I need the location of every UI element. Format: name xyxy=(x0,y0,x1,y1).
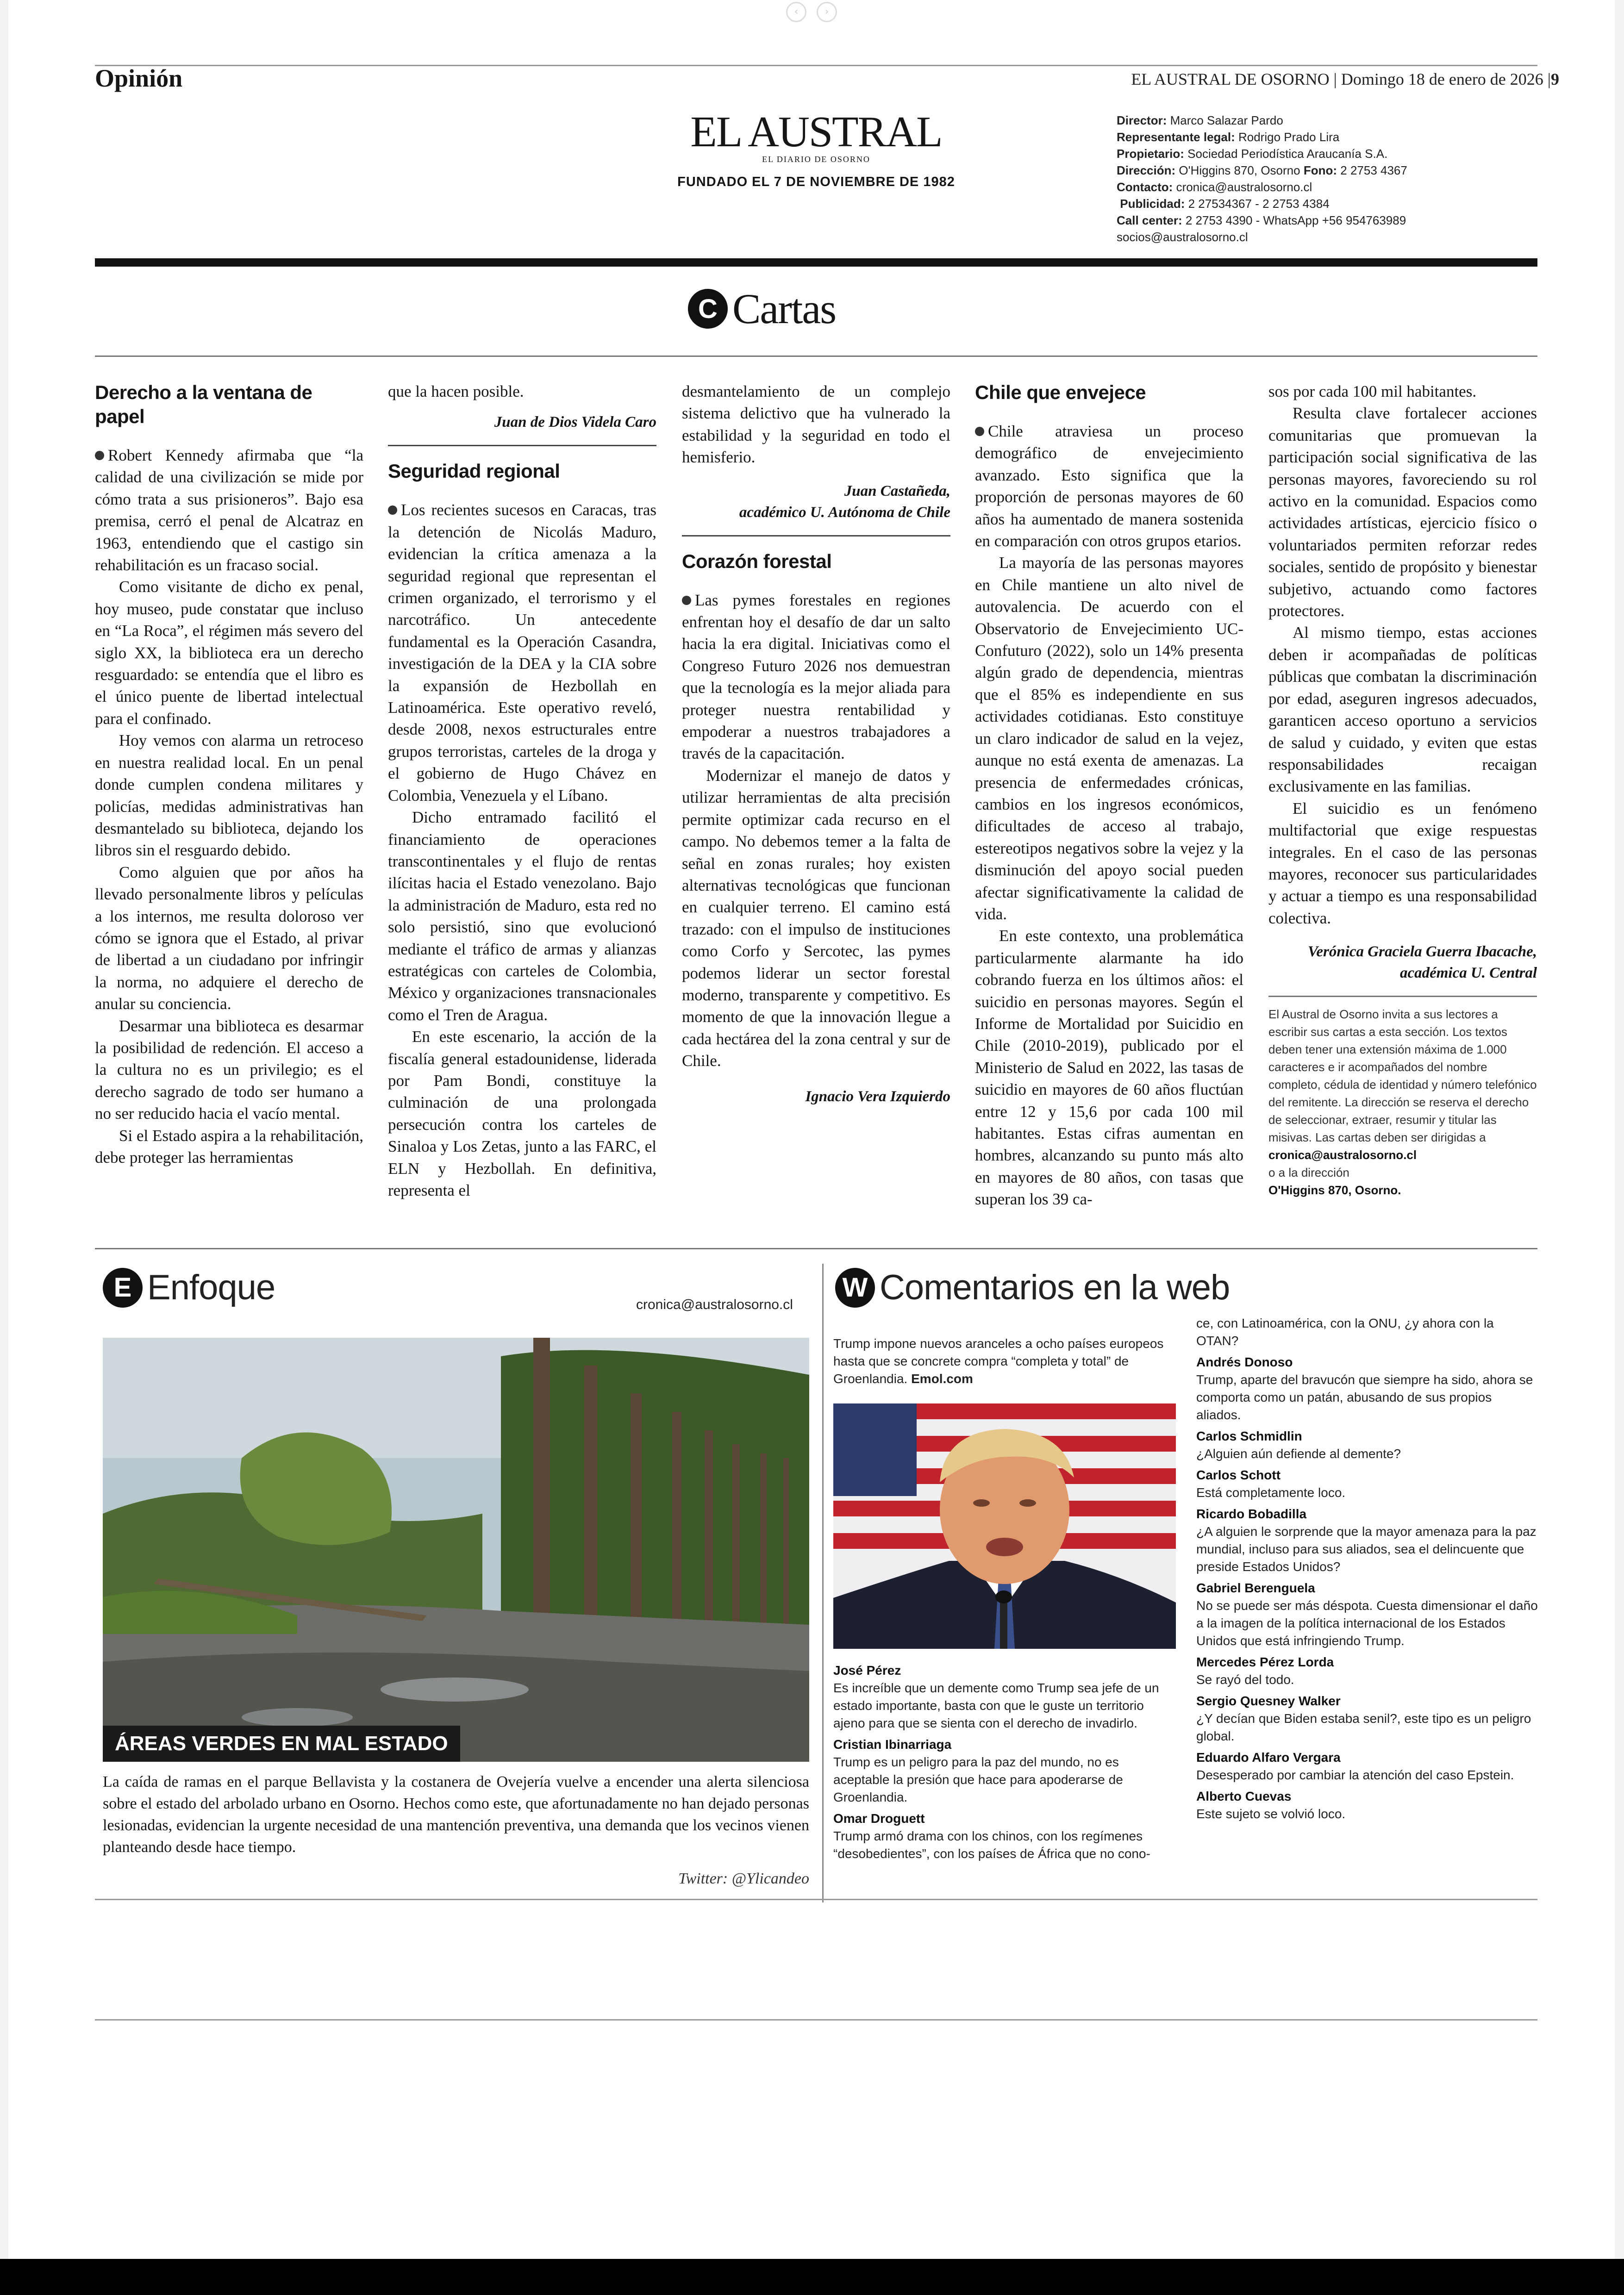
page-number: 9 xyxy=(1551,70,1559,88)
web-bottom-rule xyxy=(95,1899,1537,1900)
letter-signature: Juan de Dios Videla Caro xyxy=(494,414,656,431)
letter-signature: Ignacio Vera Izquierdo xyxy=(805,1088,950,1105)
web-comment: Mercedes Pérez Lorda Se rayó del todo. xyxy=(1196,1655,1334,1687)
web-comment: Andrés Donoso Trump, aparte del bravucón que siempre ha sido, ahora se comporta como un patán, abusando de sus propios aliados. xyxy=(1196,1355,1533,1422)
bullet-icon xyxy=(975,427,984,436)
masthead-founded: FUNDADO EL 7 DE NOVIEMBRE DE 1982 xyxy=(677,175,955,189)
letter-heading: Corazón forestal xyxy=(682,550,832,572)
notice-email[interactable]: cronica@australosorno.cl xyxy=(1268,1148,1417,1162)
web-comment: Ricardo Bobadilla ¿A alguien le sorprende que la mayor amenaza para la paz mundial, incluso para sus aliados, sea el delincuente que preside Estados Unidos? xyxy=(1196,1507,1537,1574)
cartas-badge-icon: C xyxy=(688,289,728,329)
top-rule xyxy=(95,65,1537,66)
enfoque-photo xyxy=(103,1338,809,1762)
staff-line: Publicidad: 2 27534367 - 2 2753 4384 xyxy=(1120,197,1330,211)
letter-heading: Derecho a la ventana de papel xyxy=(95,381,312,427)
notice-address: O'Higgins 870, Osorno. xyxy=(1268,1183,1401,1197)
viewer-prev-icon[interactable]: ‹ xyxy=(786,2,806,22)
enfoque-text: La caída de ramas en el parque Bellavista y la costanera de Ovejería vuelve a encender una alerta silenciosa sobre el estado del arbolado urbano en Osorno. Hechos como este, que afortunadamente no han dejado personas lesionadas, evidencian la urgente necesidad de una mantención preventiva, una demanda que los vecinos vienen planteando desde hace tiempo. xyxy=(103,1773,809,1856)
letter-column-1: Derecho a la ventana de papel Robert Kennedy afirmaba que “la calidad de una civilización se mide por cómo trata a sus prisioneros”. Bajo esa premisa, cerró el penal de Alcatraz en 1963, entendiendo que el castigo sin rehabilitación es un fracaso social. Como visitante de dicho ex penal, hoy museo, pude constatar que incluso en “La Roca”, el régimen más severo del siglo XX, la biblioteca era un derecho resguardado: se entendía que el libro es el único puente de libertad intelectual para el confinado. Hoy vemos con alarma un retroceso en nuestra realidad local. En un penal donde cumplen condena militares y policías, medidas administrativas han desmantelado su biblioteca, dejando los libros sin el resguardo debido. Como alguien que por años ha llevado personalmente libros y películas a los internos, me resulta doloroso ver cómo se ignora que el Estado, al privar de libertad a un ciudadano por infringir la norma, no adquiere el derecho de anular su conciencia. Desarmar una biblioteca es desarmar la posibilidad de redención. El acceso a la cultura no es un privilegio; es el derecho sagrado de todo ser humano a no ser reducido hacia el vacío mental. Si el Estado aspira a la rehabilitación, debe proteger las herramientas xyxy=(95,381,363,1166)
staff-line: Director: Marco Salazar Pardo xyxy=(1117,113,1283,127)
trump-portrait-image xyxy=(833,1403,1176,1649)
masthead-logo: EL AUSTRAL xyxy=(690,108,942,156)
letter-heading: Chile que envejece xyxy=(975,381,1146,403)
folio-separator: | xyxy=(1547,70,1551,88)
cartas-rule xyxy=(95,355,1537,357)
letters-notice: El Austral de Osorno invita a sus lectores a escribir sus cartas a esta sección. Los textos deben tener una extensión máxima de 1.000 caracteres e ir acompañados del nombre completo, cédula de identidad y número telefónico del remitente. La dirección se reserva el derecho de seleccionar, extraer, resumir y titular las misivas. Las cartas deben ser dirigidas a cronica@australosorno.cl o a la dirección O'Higgins 870, Osorno. xyxy=(1268,996,1537,1199)
staff-line: Contacto: cronica@australosorno.cl xyxy=(1117,180,1312,194)
photo-credit: Twitter: @Ylicandeo xyxy=(678,1870,809,1887)
enfoque-email[interactable]: cronica@australosorno.cl xyxy=(636,1297,793,1312)
letter-signature: Juan Castañeda, xyxy=(844,482,950,499)
masthead xyxy=(675,110,957,190)
bullet-icon xyxy=(95,451,104,460)
viewer-next-icon[interactable]: › xyxy=(817,2,837,22)
web-comments-title: Comentarios en la web xyxy=(880,1268,1230,1307)
staff-line: Dirección: O'Higgins 870, Osorno Fono: 2 2753 4367 xyxy=(1117,163,1407,177)
web-comment: Eduardo Alfaro Vergara Desesperado por cambiar la atención del caso Epstein. xyxy=(1196,1750,1514,1782)
masthead-subtitle: EL DIARIO DE OSORNO xyxy=(762,155,870,164)
bullet-icon xyxy=(388,505,397,515)
page-bottom-rule xyxy=(95,2019,1537,2021)
letter-column-4: Chile que envejece Chile atraviesa un proceso demográfico de envejecimiento avanzado. Esto significa que la proporción de personas mayores de 60 años ha aumentado de manera sostenida en comparación con otros grupos etarios. La mayoría de las personas mayores en Chile mantiene un alto nivel de autovalencia. De acuerdo con el Observatorio de Envejecimiento UC-Confuturo (2022), solo un 14% presenta algún grado de dependencia, mientras que el 85% es independiente en sus actividades cotidianas. Esto constituye un claro indicador de salud en la vejez, aunque no está exenta de amenazas. La presencia de enfermedades crónicas, cambios en los ingresos económicos, dificultades de acceso al trabajo, estereotipos negativos sobre la vejez y la disminución del apoyo social pueden afectar significativamente la calidad de vida. En este contexto, una problemática particularmente alarmante ha ido cobrando fuerza en los últimos años: el suicidio en personas mayores. Según el Informe de Mortalidad por Suicidio en Chile (2010-2019), publicado por el Ministerio de Salud en 2022, las tasas de suicidio en mayores de 60 años fluctúan entre 12 y 15,6 por cada 100 mil habitantes. Estas cifras aumentan en hombres, alcanzando su punto más alto en mayores de 80 años, con tasas que superan los 39 ca- xyxy=(975,381,1243,1209)
web-comments-header xyxy=(835,1267,1230,1308)
newspaper-page xyxy=(8,0,1615,2259)
web-comment: Carlos Schmidlin ¿Alguien aún defiende al demente? xyxy=(1196,1429,1401,1461)
cartas-header xyxy=(688,283,836,334)
letter-separator xyxy=(682,535,950,536)
trump-photo xyxy=(833,1403,1176,1649)
web-comments-left xyxy=(833,1662,1176,1866)
viewer-bottom-bar xyxy=(0,2259,1624,2295)
folio-date: Domingo 18 de enero de 2026 xyxy=(1341,70,1543,88)
letter-column-3: desmantelamiento de un complejo sistema delictivo que ha vulnerado la estabilidad y la seguridad en todo el hemisferio. Juan Castañeda, académico U. Autónoma de Chile Corazón forestal Las pymes forestales en regiones enfrentan hoy el desafío de dar un salto hacia la era digital. Iniciativas como el Congreso Futuro 2026 nos demuestran que la tecnología es la mejor aliada para proteger nuestra rentabilidad y empoderar a nuestros trabajadores a través de la capacitación. Modernizar el manejo de datos y utilizar herramientas de alta precisión permite optimizar cada recurso en el campo. No debemos temer a la falta de señal en zonas rurales; hoy existen alternativas tecnológicas que funcionan en cualquier terreno. El camino está trazado: con el impulso de instituciones como Corfo y Sercotec, las pymes podemos liderar un sector forestal moderno, transparente y competitivo. Es momento de que la innovación llegue a cada hectárea del la zona central y sur de Chile. Ignacio Vera Izquierdo xyxy=(682,380,950,1107)
photo-caption: ÁREAS VERDES EN MAL ESTADO xyxy=(103,1726,460,1762)
letter-separator xyxy=(388,445,656,446)
web-comment: Alberto Cuevas Este sujeto se volvió loco. xyxy=(1196,1789,1346,1821)
web-comment: Cristian Ibinarriaga Trump es un peligro para la paz del mundo, no es aceptable la presión que hace para apoderarse de Groenlandia. xyxy=(833,1737,1123,1804)
bullet-icon xyxy=(682,596,691,605)
web-source[interactable]: Emol.com xyxy=(911,1372,973,1386)
enfoque-header xyxy=(103,1267,275,1308)
header-thick-rule xyxy=(95,258,1537,267)
staff-box xyxy=(1117,112,1441,245)
staff-line: socios@australosorno.cl xyxy=(1117,230,1248,244)
enfoque-title: Enfoque xyxy=(147,1268,275,1307)
cartas-title: Cartas xyxy=(732,285,836,332)
folio xyxy=(1131,69,1559,89)
cartas-bottom-rule xyxy=(95,1248,1537,1249)
letter-heading: Seguridad regional xyxy=(388,460,560,482)
web-comment: Omar Droguett Trump armó drama con los chinos, con los regímenes “desobedientes”, con los países de África que no cono- xyxy=(833,1811,1150,1861)
letter-signature: Verónica Graciela Guerra Ibacache, xyxy=(1308,943,1537,960)
letter-column-2: que la hacen posible. Juan de Dios Videla Caro Seguridad regional Los recientes sucesos en Caracas, tras la detención de Nicolás Maduro, evidencian la crítica amenaza a la seguridad regional que representan el crimen organizado, el terrorismo y el narcotráfico. Un antecedente fundamental es la Operación Casandra, investigación de la DEA y la CIA sobre la expansión de Hezbollah en Latinoamérica. Este operativo reveló, desde 2008, nexos estructurales entre grupos terroristas, carteles de la droga y el gobierno de Hugo Chávez en Colombia, Venezuela y el Líbano. Dicho entramado facilitó el financiamiento de operaciones transcontinentales y el flujo de rentas ilícitas hacia el Estado venezolano. Bajo la administración de Maduro, esta red no solo persistió, sino que evolucionó mediante el tráfico de armas y alianzas estratégicas con carteles de Colombia, México y organizaciones transnacionales como el Tren de Aragua. En este escenario, la acción de la fiscalía general estadounidense, liderada por Pam Bondi, constituye la culminación de una prolongada persecución contra los carteles de Sinaloa y Los Zetas, junto a las FARC, el ELN y Hezbollah. En definitiva, representa el xyxy=(388,382,656,1199)
folio-paper: EL AUSTRAL DE OSORNO xyxy=(1131,70,1330,88)
letter-column-5: sos por cada 100 mil habitantes. Resulta clave fortalecer acciones comunitarias que promuevan la participación social significativa de las personas mayores, favoreciendo su rol activo en la comunidad. Espacios como actividades artísticas, ejercicio físico o voluntariados permiten reforzar redes sociales, sentido de propósito y bienestar subjetivo, actuando como factores protectores. Al mismo tiempo, estas acciones deben ir acompañadas de políticas públicas que combatan la discriminación por edad, aseguren ingresos adecuados, garanticen acceso oportuno a servicios de salud y cuidado, y eviten que estas responsabilidades recaigan exclusivamente en las familias. El suicidio es un fenómeno multifactorial que exige respuestas integrales. En el caso de las personas mayores, reconocer sus particularidades y actuar a tiempo es una responsabilidad colectiva. Verónica Graciela Guerra Ibacache, académica U. Central El Austral de Osorno invita a sus lectores a escribir sus cartas a esta sección. Los textos deben tener una extensión máxima de 1.000 caracteres e ir acompañados del nombre completo, cédula de identidad y número telefónico del remitente. La dirección se reserva el derecho de seleccionar, extraer, resumir y titular las misivas. Las cartas deben ser dirigidas a cronica@australosorno.cl o a la dirección O'Higgins 870, Osorno. xyxy=(1268,380,1537,1199)
letter-signature-affiliation: académico U. Autónoma de Chile xyxy=(739,504,950,521)
web-comment: Sergio Quesney Walker ¿Y decían que Biden estaba senil?, este tipo es un peligro global. xyxy=(1196,1694,1531,1743)
section-title: Opinión xyxy=(95,64,183,92)
web-comments-right: ce, con Latinoamérica, con la ONU, ¿y ahora con la OTAN? Andrés Donoso Trump, aparte del bravucón que siempre ha sido, ahora se comporta como un patán, abusando de sus propios aliados. Carlos Schmidlin ¿Alguien aún defiende al demente? Carlos Schott Está completamente loco. Ricardo Bobadilla ¿A alguien le sorprende que la mayor amenaza para la paz mundial, incluso para sus aliados, sea el delincuente que preside Estados Unidos? Gabriel Berenguela No se puede ser más déspota. Cuesta dimensionar el daño a la imagen de la política internacional de los Estados Unidos que está infringiendo Trump. Mercedes Pérez Lorda Se rayó del todo. Sergio Quesney Walker ¿Y decían que Biden estaba senil?, este tipo es un peligro global. Eduardo Alfaro Vergara Desesperado por cambiar la atención del caso Epstein. Alberto Cuevas Este sujeto se volvió loco. xyxy=(1196,1315,1539,1827)
web-comment: Carlos Schott Está completamente loco. xyxy=(1196,1468,1346,1500)
folio-separator: | xyxy=(1333,70,1337,88)
staff-line: Call center: 2 2753 4390 - WhatsApp +56 954763989 xyxy=(1117,213,1406,227)
park-fallen-branches-image xyxy=(103,1338,809,1762)
column-separator xyxy=(822,1264,824,1902)
web-badge-icon: W xyxy=(835,1268,875,1308)
staff-line: Propietario: Sociedad Periodística Araucanía S.A. xyxy=(1117,147,1388,161)
web-lead: Trump impone nuevos aranceles a ocho países europeos hasta que se concrete compra “completa y total” de Groenlandia. Emol.com xyxy=(833,1336,1164,1386)
web-comment: Gabriel Berenguela No se puede ser más déspota. Cuesta dimensionar el daño a la imagen de la política internacional de los Estados Unidos que está infringiendo Trump. xyxy=(1196,1581,1538,1648)
enfoque-badge-icon: E xyxy=(103,1268,143,1308)
staff-line: Representante legal: Rodrigo Prado Lira xyxy=(1117,130,1340,144)
web-comment: José Pérez Es increíble que un demente como Trump sea jefe de un estado importante, basta con que le guste un territorio ajeno para que se sienta con el derecho de invadirlo. xyxy=(833,1663,1159,1730)
letter-signature-affiliation: académica U. Central xyxy=(1399,965,1537,982)
